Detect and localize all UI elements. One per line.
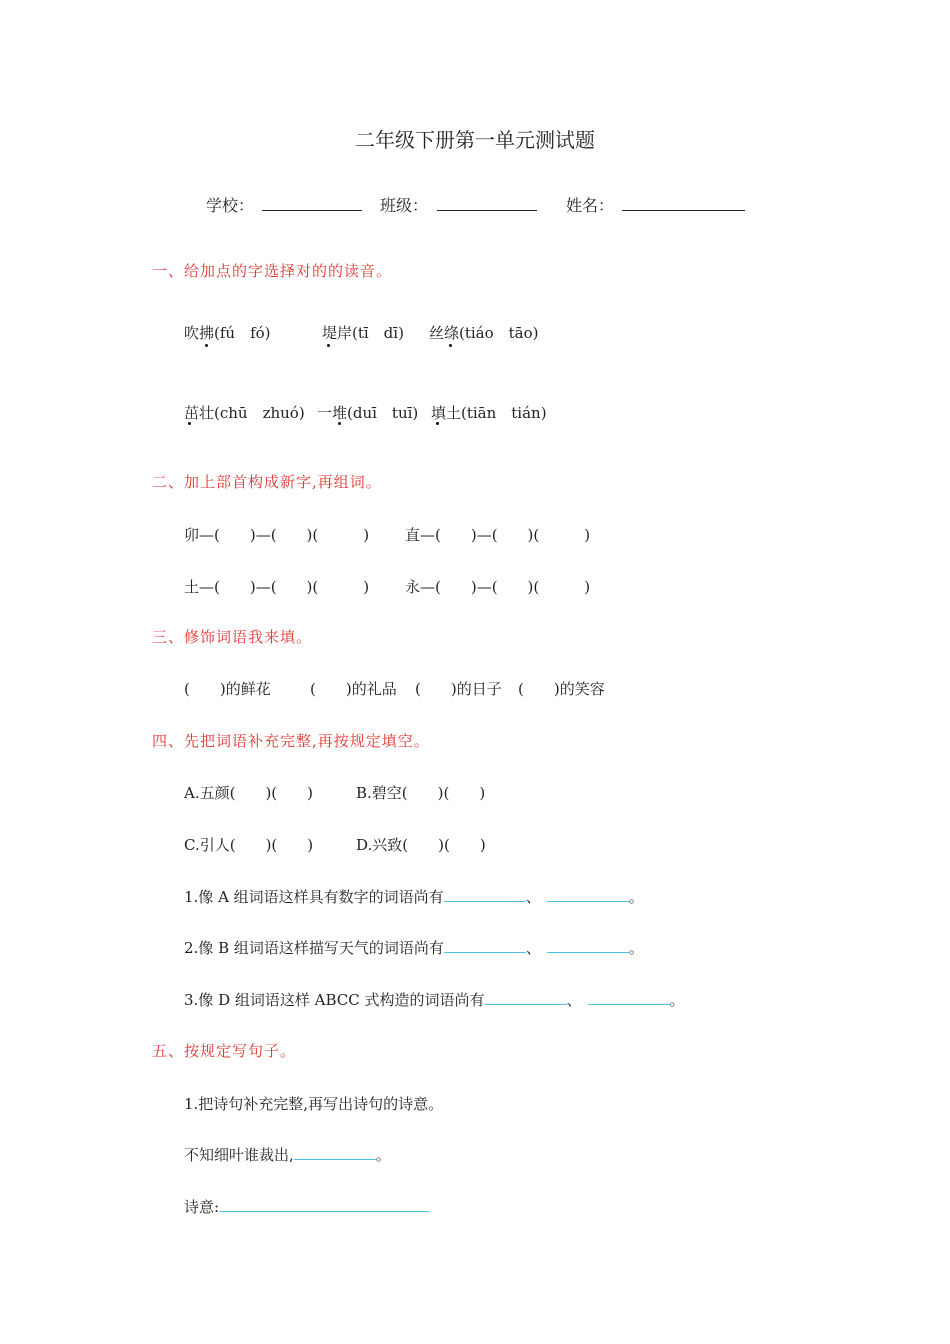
period: 。 — [628, 888, 644, 906]
modifier-item: ( )的礼品 — [310, 680, 397, 698]
question-text: 2.像 B 组词语这样描写天气的词语尚有 — [184, 939, 444, 957]
page-title: 二年级下册第一单元测试题 — [355, 128, 595, 152]
name-label: 姓名： — [566, 196, 615, 215]
emphasis-dot — [449, 344, 452, 347]
idiom-item-b: B.碧空( )( ) — [356, 784, 486, 802]
answer-blank[interactable] — [588, 990, 670, 1005]
school-field[interactable] — [262, 210, 362, 211]
pinyin-item: 吹拂(fú fó) — [184, 324, 271, 342]
pinyin-item: 填土(tiān tián) — [431, 404, 547, 422]
emphasis-dot — [436, 422, 439, 425]
separator: 、 — [566, 991, 582, 1009]
radical-item: 直—( )—( )( ) — [405, 526, 591, 544]
answer-blank[interactable] — [547, 938, 629, 953]
period: 。 — [669, 991, 685, 1009]
question-text: 1.像 A 组词语这样具有数字的词语尚有 — [184, 888, 444, 906]
pinyin-item: 一堆(duī tuī) — [317, 404, 419, 422]
section-4-heading: 四、先把词语补充完整,再按规定填空。 — [152, 732, 430, 750]
school-label: 学校： — [206, 196, 255, 215]
class-field[interactable] — [437, 210, 537, 211]
idiom-item-d: D.兴致( )( ) — [356, 836, 486, 854]
modifier-item: ( )的鲜花 — [184, 680, 271, 698]
modifier-item: ( )的笑容 — [518, 680, 605, 698]
separator: 、 — [525, 939, 541, 957]
answer-blank[interactable] — [294, 1145, 376, 1160]
radical-item: 土—( )—( )( ) — [184, 578, 370, 596]
meaning-label: 诗意: — [184, 1198, 220, 1216]
question-3 — [184, 989, 685, 1010]
poem-line — [184, 1144, 391, 1165]
name-field[interactable] — [622, 210, 745, 211]
class-label: 班级： — [380, 196, 429, 215]
emphasis-dot — [327, 344, 330, 347]
modifier-item: ( )的日子 — [415, 680, 502, 698]
answer-blank[interactable] — [219, 1197, 429, 1212]
radical-item: 卯—( )—( )( ) — [184, 526, 370, 544]
poem-meaning — [184, 1196, 429, 1217]
emphasis-dot — [188, 422, 191, 425]
idiom-item-a: A.五颜( )( ) — [184, 784, 314, 802]
emphasis-dot — [205, 344, 208, 347]
section-2-heading: 二、加上部首构成新字,再组词。 — [152, 473, 382, 491]
period: 。 — [628, 939, 644, 957]
question-2 — [184, 937, 644, 958]
separator: 、 — [525, 888, 541, 906]
section-5-heading: 五、按规定写句子。 — [152, 1042, 297, 1060]
answer-blank[interactable] — [444, 938, 526, 953]
idiom-item-c: C.引人( )( ) — [184, 836, 314, 854]
pinyin-item: 丝绦(tiáo tāo) — [429, 324, 539, 342]
section-1-heading: 一、给加点的字选择对的的读音。 — [152, 262, 393, 280]
question-text: 3.像 D 组词语这样 ABCC 式构造的词语尚有 — [184, 991, 485, 1009]
poem-instruction: 1.把诗句补充完整,再写出诗句的诗意。 — [184, 1095, 444, 1113]
pinyin-item: 堤岸(tī dī) — [322, 324, 404, 342]
period: 。 — [375, 1146, 391, 1164]
pinyin-item: 茁壮(chū zhuó) — [184, 404, 305, 422]
section-3-heading: 三、修饰词语我来填。 — [152, 628, 313, 646]
emphasis-dot — [338, 422, 341, 425]
question-1 — [184, 886, 644, 907]
radical-item: 永—( )—( )( ) — [405, 578, 591, 596]
answer-blank[interactable] — [444, 887, 526, 902]
answer-blank[interactable] — [485, 990, 567, 1005]
answer-blank[interactable] — [547, 887, 629, 902]
poem-text: 不知细叶谁裁出, — [184, 1146, 294, 1164]
